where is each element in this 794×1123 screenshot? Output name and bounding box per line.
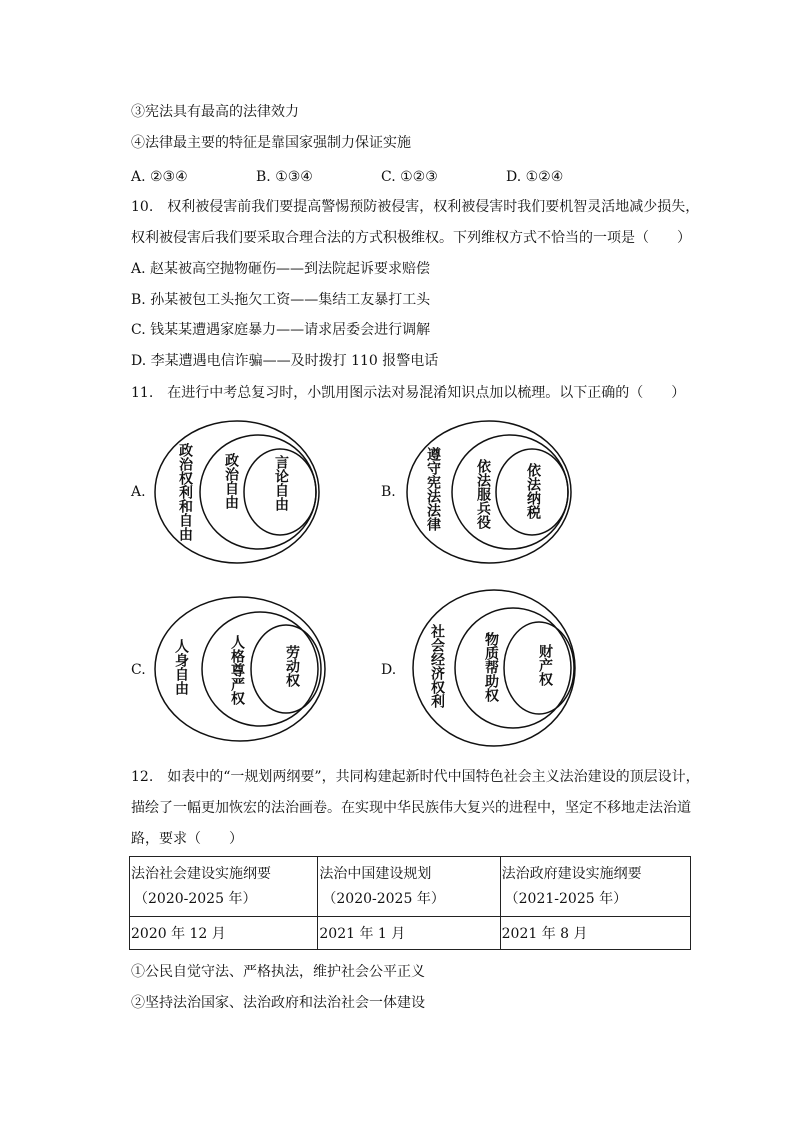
table-cell bbox=[500, 917, 690, 950]
diagram-a-label: A. bbox=[131, 484, 146, 500]
q12-stem-line2: 描绘了一幅更加恢宏的法治画卷。在实现中华民族伟大复兴的进程中，坚定不移地走法治道 bbox=[131, 800, 691, 816]
diagram-d-middle-text: 物质帮助权 bbox=[483, 632, 499, 702]
diagram-c-label: C. bbox=[131, 662, 146, 678]
q12-statement-1: ①公民自觉守法、严格执法，维护社会公平正义 bbox=[131, 964, 425, 980]
q9-option-c: C. ①②③ bbox=[381, 169, 438, 185]
q10-option-b: B. 孙某被包工头拖欠工资——集结工友暴打工头 bbox=[131, 292, 431, 308]
table-cell bbox=[318, 857, 500, 917]
plan-name: 法治中国建设规划 bbox=[319, 866, 432, 882]
plan-period: （2021-2025 年） bbox=[504, 891, 628, 907]
diagram-d-label: D. bbox=[381, 662, 397, 678]
plan-date: 2021 年 8 月 bbox=[501, 926, 588, 942]
q11-stem: 11. 在进行中考总复习时，小凯用图示法对易混淆知识点加以梳理。以下正确的（ ） bbox=[131, 385, 686, 401]
middle-circle bbox=[452, 435, 568, 549]
diagram-b-outer-text: 遵守宪法法律 bbox=[425, 447, 441, 531]
q10-option-d: D. 李某遭遇电信诈骗——及时拨打 110 报警电话 bbox=[131, 353, 439, 369]
diagram-c-middle-text: 人格尊严权 bbox=[229, 635, 245, 705]
q10-stem-line2: 权利被侵害后我们要采取合理合法的方式积极维权。下列维权方式不恰当的一项是（ ） bbox=[131, 230, 691, 246]
diagram-b bbox=[405, 419, 575, 565]
statement-4: ④法律最主要的特征是靠国家强制力保证实施 bbox=[131, 135, 411, 151]
plan-name: 法治政府建设实施纲要 bbox=[501, 866, 642, 882]
diagram-a bbox=[153, 419, 323, 565]
diagram-b-middle-text: 依法服兵役 bbox=[475, 459, 491, 529]
q12-stem-line1: 12. 如表中的“一规划两纲要”，共同构建起新时代中国特色社会主义法治建设的顶层设计， bbox=[131, 769, 700, 785]
diagram-c-inner-text: 劳动权 bbox=[284, 645, 300, 687]
diagram-a-inner-text: 言论自由 bbox=[273, 455, 289, 511]
table-cell bbox=[318, 917, 500, 950]
plan-date: 2020 年 12 月 bbox=[131, 926, 226, 942]
plan-period: （2020-2025 年） bbox=[322, 891, 445, 907]
table-row bbox=[130, 857, 691, 917]
plan-table bbox=[129, 856, 691, 950]
q12-statement-2: ②坚持法治国家、法治政府和法治社会一体建设 bbox=[131, 995, 425, 1011]
diagram-c bbox=[153, 595, 329, 743]
diagram-d bbox=[411, 588, 579, 748]
q9-option-d: D. ①②④ bbox=[506, 169, 564, 185]
diagram-a-outer-text: 政治权利和自由 bbox=[177, 443, 193, 541]
diagram-d-outer-text: 社会经济权利 bbox=[429, 624, 445, 708]
table-cell bbox=[500, 857, 690, 917]
diagram-b-inner-text: 依法纳税 bbox=[525, 463, 541, 519]
plan-name: 法治社会建设实施纲要 bbox=[131, 866, 271, 882]
q12-stem-line3: 路，要求（ ） bbox=[131, 831, 243, 847]
plan-period: （2020-2025 年） bbox=[134, 891, 257, 907]
q10-option-c: C. 钱某某遭遇家庭暴力——请求居委会进行调解 bbox=[131, 322, 431, 338]
middle-circle bbox=[200, 435, 316, 549]
table-cell bbox=[130, 917, 318, 950]
diagram-a-middle-text: 政治自由 bbox=[223, 453, 239, 509]
q9-option-b: B. ①③④ bbox=[256, 169, 313, 185]
q10-option-a: A. 赵某被高空抛物砸伤——到法院起诉要求赔偿 bbox=[131, 261, 431, 277]
diagram-c-outer-text: 人身自由 bbox=[173, 639, 189, 695]
diagram-b-label: B. bbox=[381, 484, 396, 500]
table-cell bbox=[130, 857, 318, 917]
plan-date: 2021 年 1 月 bbox=[319, 926, 406, 942]
q10-stem-line1: 10. 权利被侵害前我们要提高警惕预防被侵害，权利被侵害时我们要机智灵活地减少损失， bbox=[131, 199, 700, 215]
q9-option-a: A. ②③④ bbox=[131, 169, 188, 185]
statement-3: ③宪法具有最高的法律效力 bbox=[131, 104, 299, 120]
diagram-d-inner-text: 财产权 bbox=[537, 644, 553, 686]
table-row bbox=[130, 917, 691, 950]
